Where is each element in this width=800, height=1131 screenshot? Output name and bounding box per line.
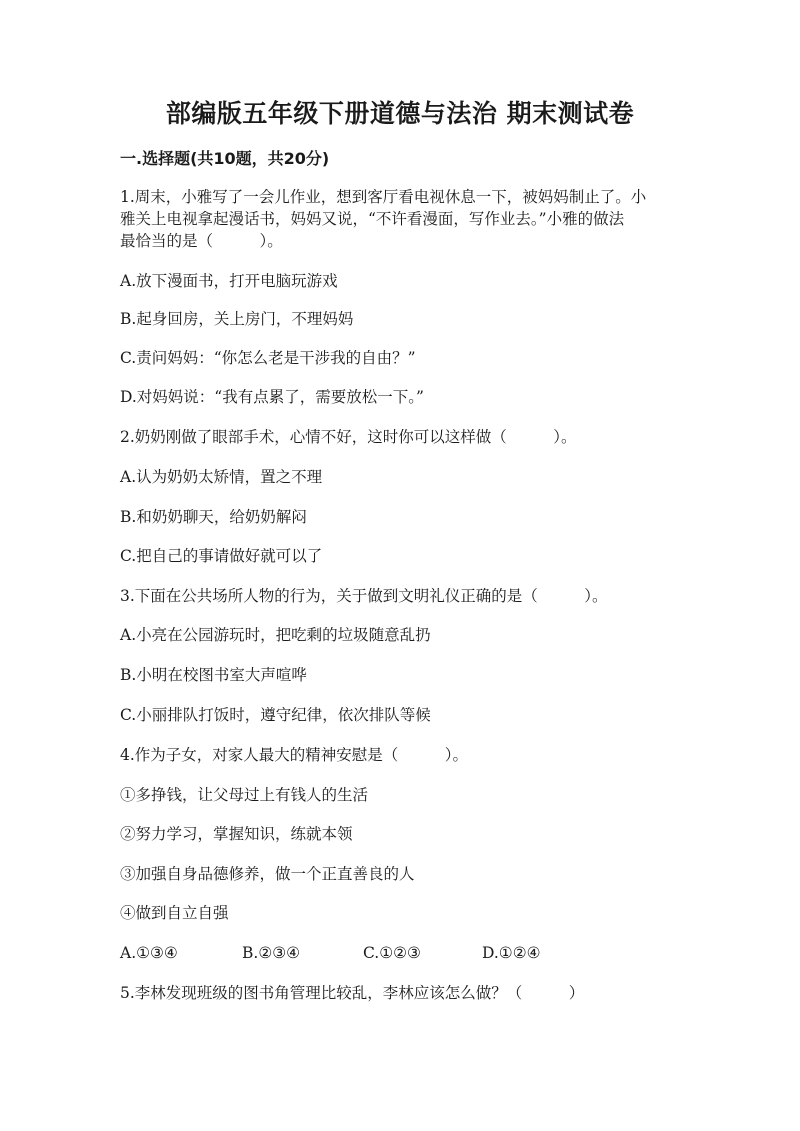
question-2-option-a: A.认为奶奶太矫情，置之不理 [120,468,323,486]
question-4-item-3: ③加强自身品德修养，做一个正直善良的人 [120,865,415,883]
question-3-option-a: A.小亮在公园游玩时，把吃剩的垃圾随意乱扔 [120,626,431,644]
question-3-option-c: C.小丽排队打饭时，遵守纪律，依次排队等候 [120,706,431,724]
question-4-item-4: ④做到自立自强 [120,904,229,922]
question-4-choice-a: A.①③④ [120,944,178,962]
question-1-option-a: A.放下漫面书，打开电脑玩游戏 [120,272,338,290]
question-1-option-c: C.责问妈妈：“你怎么老是干涉我的自由？” [120,349,416,367]
question-1-stem-line-1: 1.周末，小雅写了一会儿作业，想到客厅看电视休息一下，被妈妈制止了。小 [120,188,647,206]
question-1-option-b: B.起身回房，关上房门，不理妈妈 [120,310,354,328]
question-3-stem: 3.下面在公共场所人物的行为，关于做到文明礼仪正确的是（ ）。 [120,587,608,605]
question-5-stem: 5.李林发现班级的图书角管理比较乱，李林应该怎么做？（ ） [120,984,585,1002]
question-1-stem-line-3: 最恰当的是（ ）。 [120,232,283,250]
question-1-stem-line-2: 雅关上电视拿起漫话书，妈妈又说，“不许看漫面，写作业去。”小雅的做法 [120,210,625,228]
question-3-option-b: B.小明在校图书室大声喧哗 [120,666,307,684]
question-4-item-1: ①多挣钱，让父母过上有钱人的生活 [120,786,369,804]
exam-title: 部编版五年级下册道德与法治 期末测试卷 [165,99,635,128]
question-4-choice-c: C.①②③ [363,944,421,962]
question-4-item-2: ②努力学习，掌握知识，练就本领 [120,825,353,843]
section-heading: 一.选择题(共10题，共20分) [120,149,330,168]
question-1-option-d: D.对妈妈说：“我有点累了，需要放松一下。” [120,388,424,406]
question-2-option-b: B.和奶奶聊天，给奶奶解闷 [120,508,307,526]
question-2-option-c: C.把自己的事请做好就可以了 [120,547,323,565]
question-4-stem: 4.作为子女，对家人最大的精神安慰是（ ）。 [120,746,469,764]
question-2-stem: 2.奶奶刚做了眼部手术，心情不好，这时你可以这样做（ ）。 [120,428,577,446]
question-4-choices [120,942,680,964]
question-4-choice-d: D.①②④ [482,944,541,962]
question-4-choice-b: B.②③④ [242,944,301,962]
